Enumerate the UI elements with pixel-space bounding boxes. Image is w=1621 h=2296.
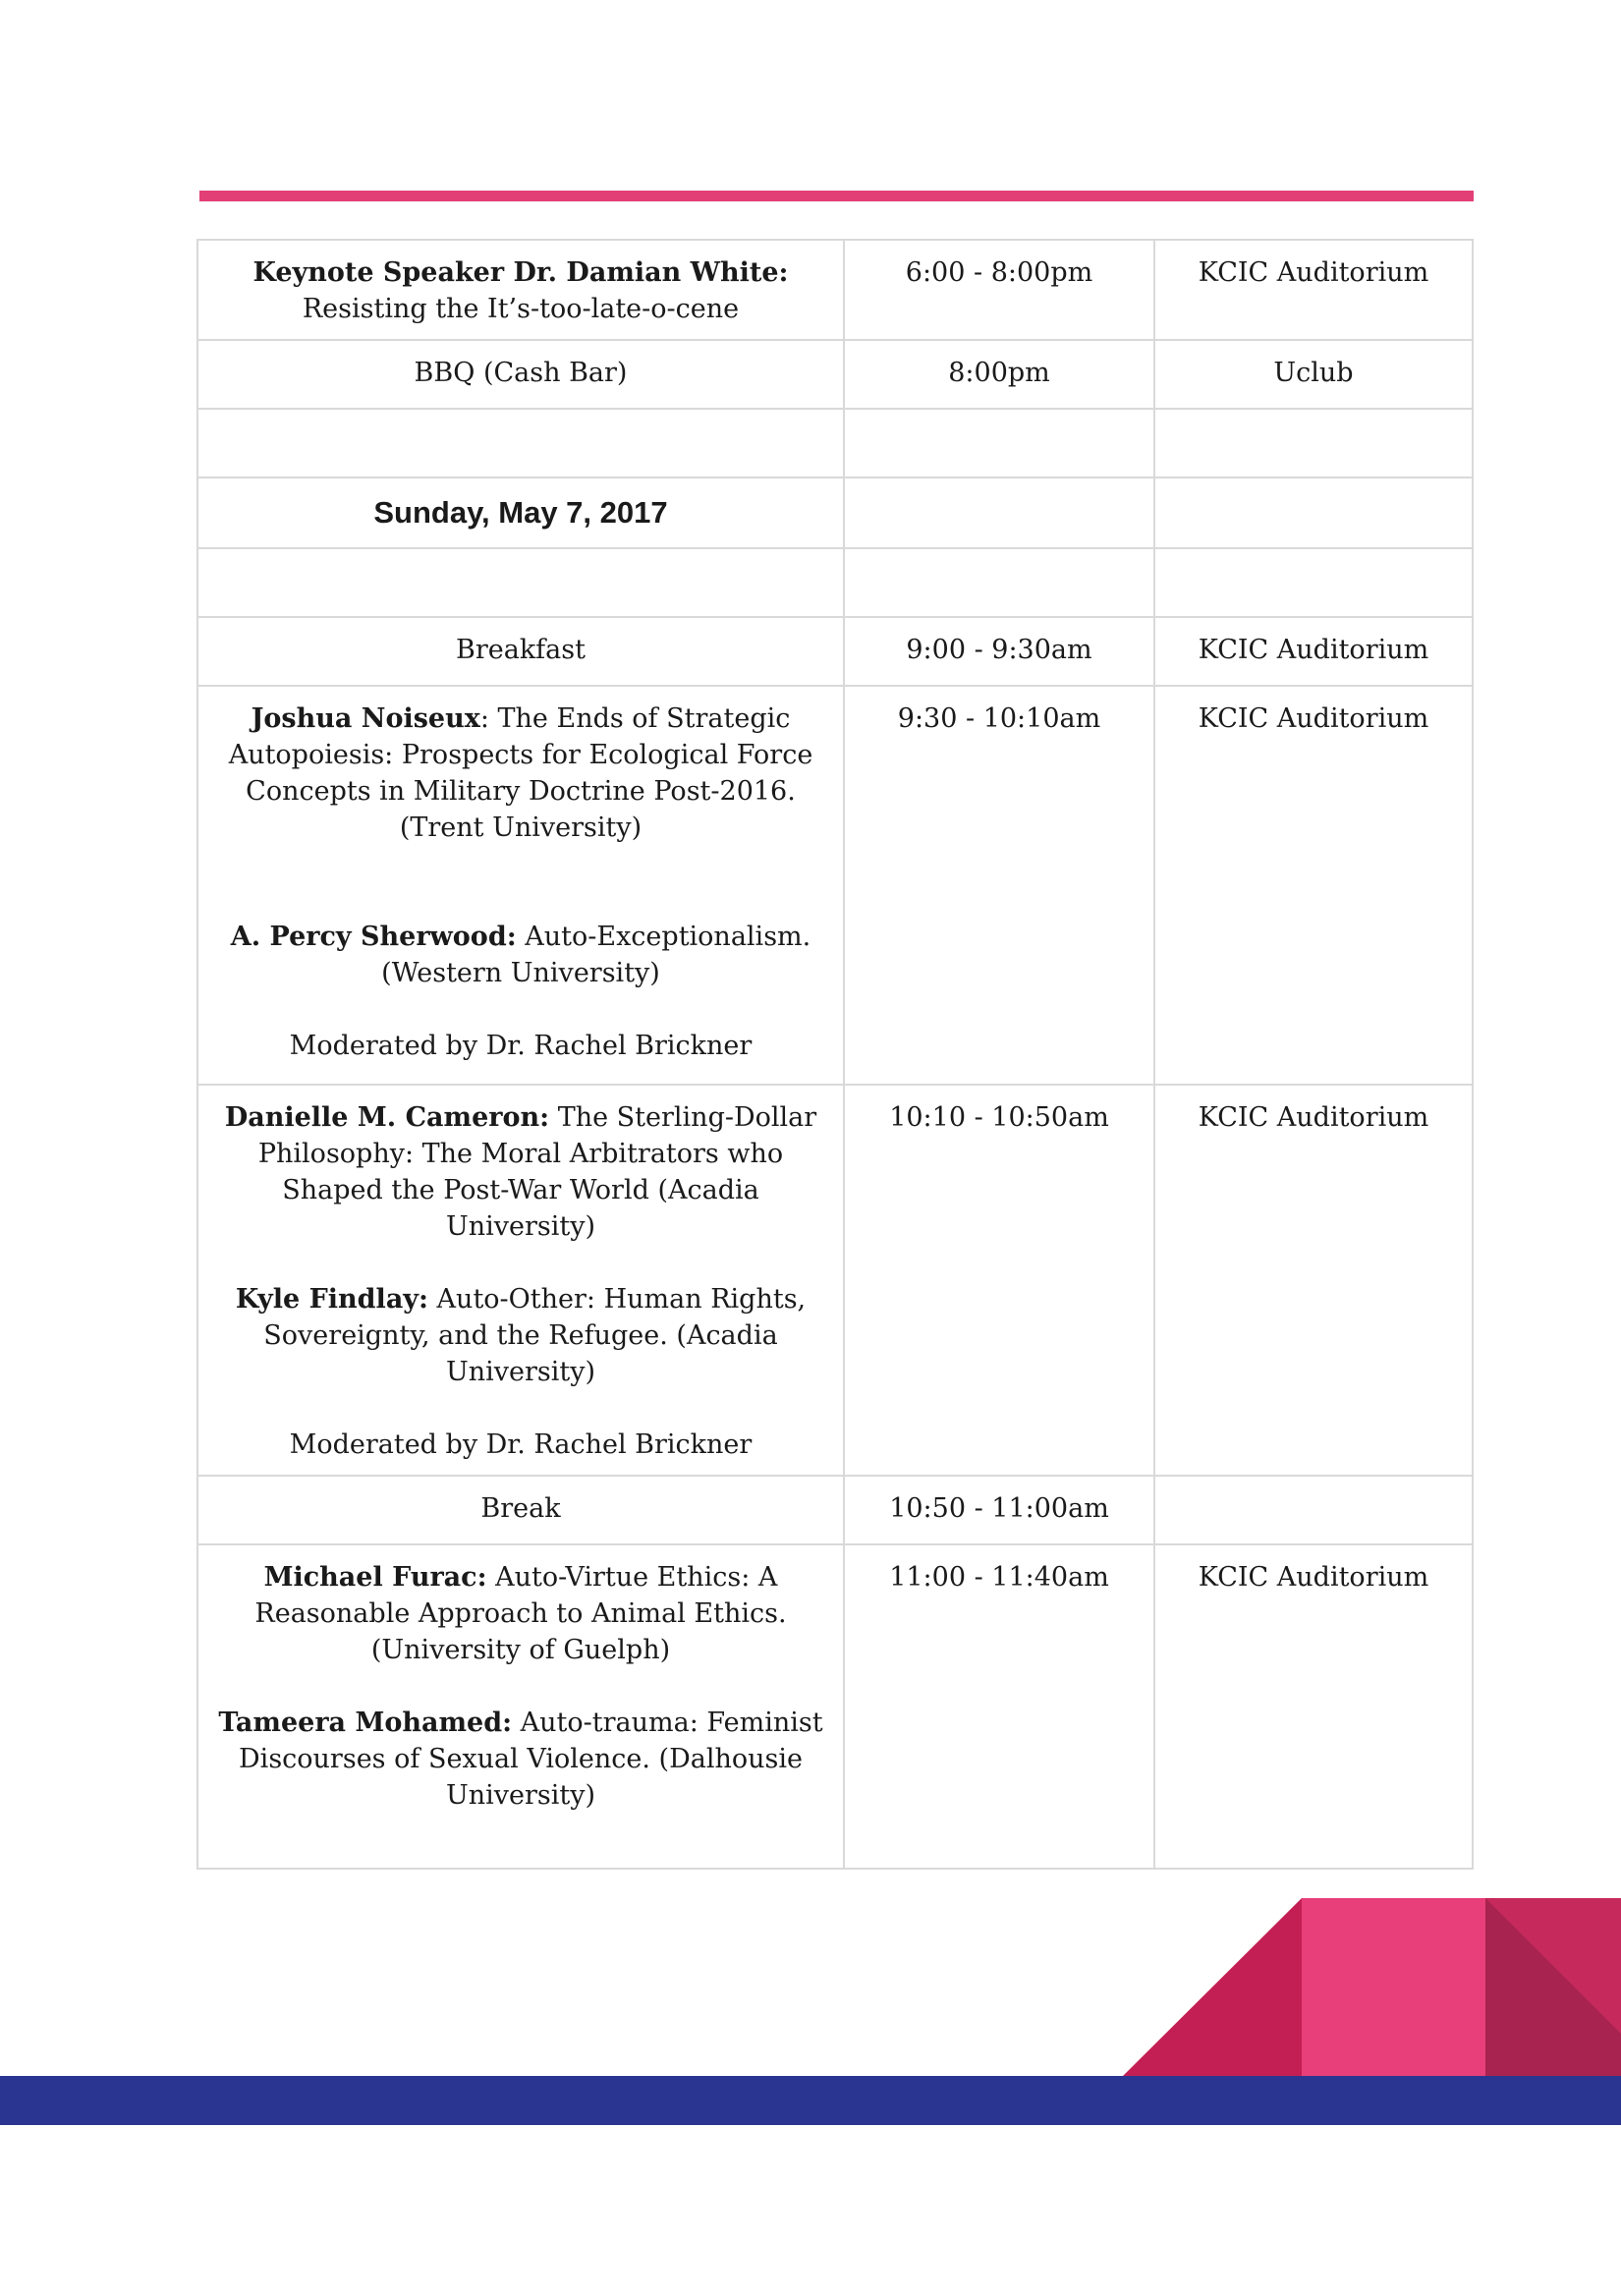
keynote-title: Keynote Speaker Dr. Damian White: [252,257,789,288]
event-cell: Break [197,1476,844,1544]
event-cell: BBQ (Cash Bar) [197,340,844,409]
time-cell: 8:00pm [844,340,1154,409]
talk-title: Auto-Virtue Ethics: A Reasonable Approach to Animal Ethics. (University of Guelph) [254,1562,787,1665]
time-cell: 9:00 - 9:30am [844,617,1154,686]
location-cell: Uclub [1154,340,1473,409]
talk-title: : The Ends of Strategic Autopoiesis: Prospects for Ecological Force Concepts in Military Doctrine Post-2016. (Trent University) [228,703,813,843]
talk-title: Auto-Other: Human Rights, Sovereignty, and the Refugee. (Acadia University) [263,1284,807,1387]
moderator-line: Moderated by Dr. Rachel Brickner [289,1031,753,1061]
keynote-subtitle: Resisting the It’s-too-late-o-cene [302,294,740,324]
speaker-name: A. Percy Sherwood: [230,922,517,952]
speaker-name: Tameera Mohamed: [218,1708,513,1738]
location-cell: KCIC Auditorium [1154,1544,1473,1869]
speaker-name: Kyle Findlay: [235,1284,428,1315]
location-cell: KCIC Auditorium [1154,617,1473,686]
talk-title: Auto-Exceptionalism. (Western University) [381,922,811,988]
footer-block-pink [1302,1898,1485,2076]
talk-title: Auto-trauma: Feminist Discourses of Sexual Violence. (Dalhousie University) [239,1708,823,1811]
speaker-name: Joshua Noiseux [251,703,480,734]
time-cell: 6:00 - 8:00pm [844,240,1154,340]
moderator-line: Moderated by Dr. Rachel Brickner [289,1429,753,1460]
time-cell: 10:10 - 10:50am [844,1085,1154,1476]
time-cell: 11:00 - 11:40am [844,1544,1154,1869]
location-cell: KCIC Auditorium [1154,686,1473,1085]
location-cell: KCIC Auditorium [1154,1085,1473,1476]
footer-navy-bar [0,2076,1621,2125]
talk-title: The Sterling-Dollar Philosophy: The Moral Arbitrators who Shaped the Post-War World (Acadia University) [257,1102,817,1242]
speaker-name: Danielle M. Cameron: [224,1102,550,1133]
speaker-name: Michael Furac: [263,1562,487,1593]
time-cell: 9:30 - 10:10am [844,686,1154,1085]
time-cell: 10:50 - 11:00am [844,1476,1154,1544]
footer-triangle-crimson [1123,1898,1302,2076]
location-cell: KCIC Auditorium [1154,240,1473,340]
day-heading: Sunday, May 7, 2017 [373,495,668,530]
event-cell: Breakfast [197,617,844,686]
